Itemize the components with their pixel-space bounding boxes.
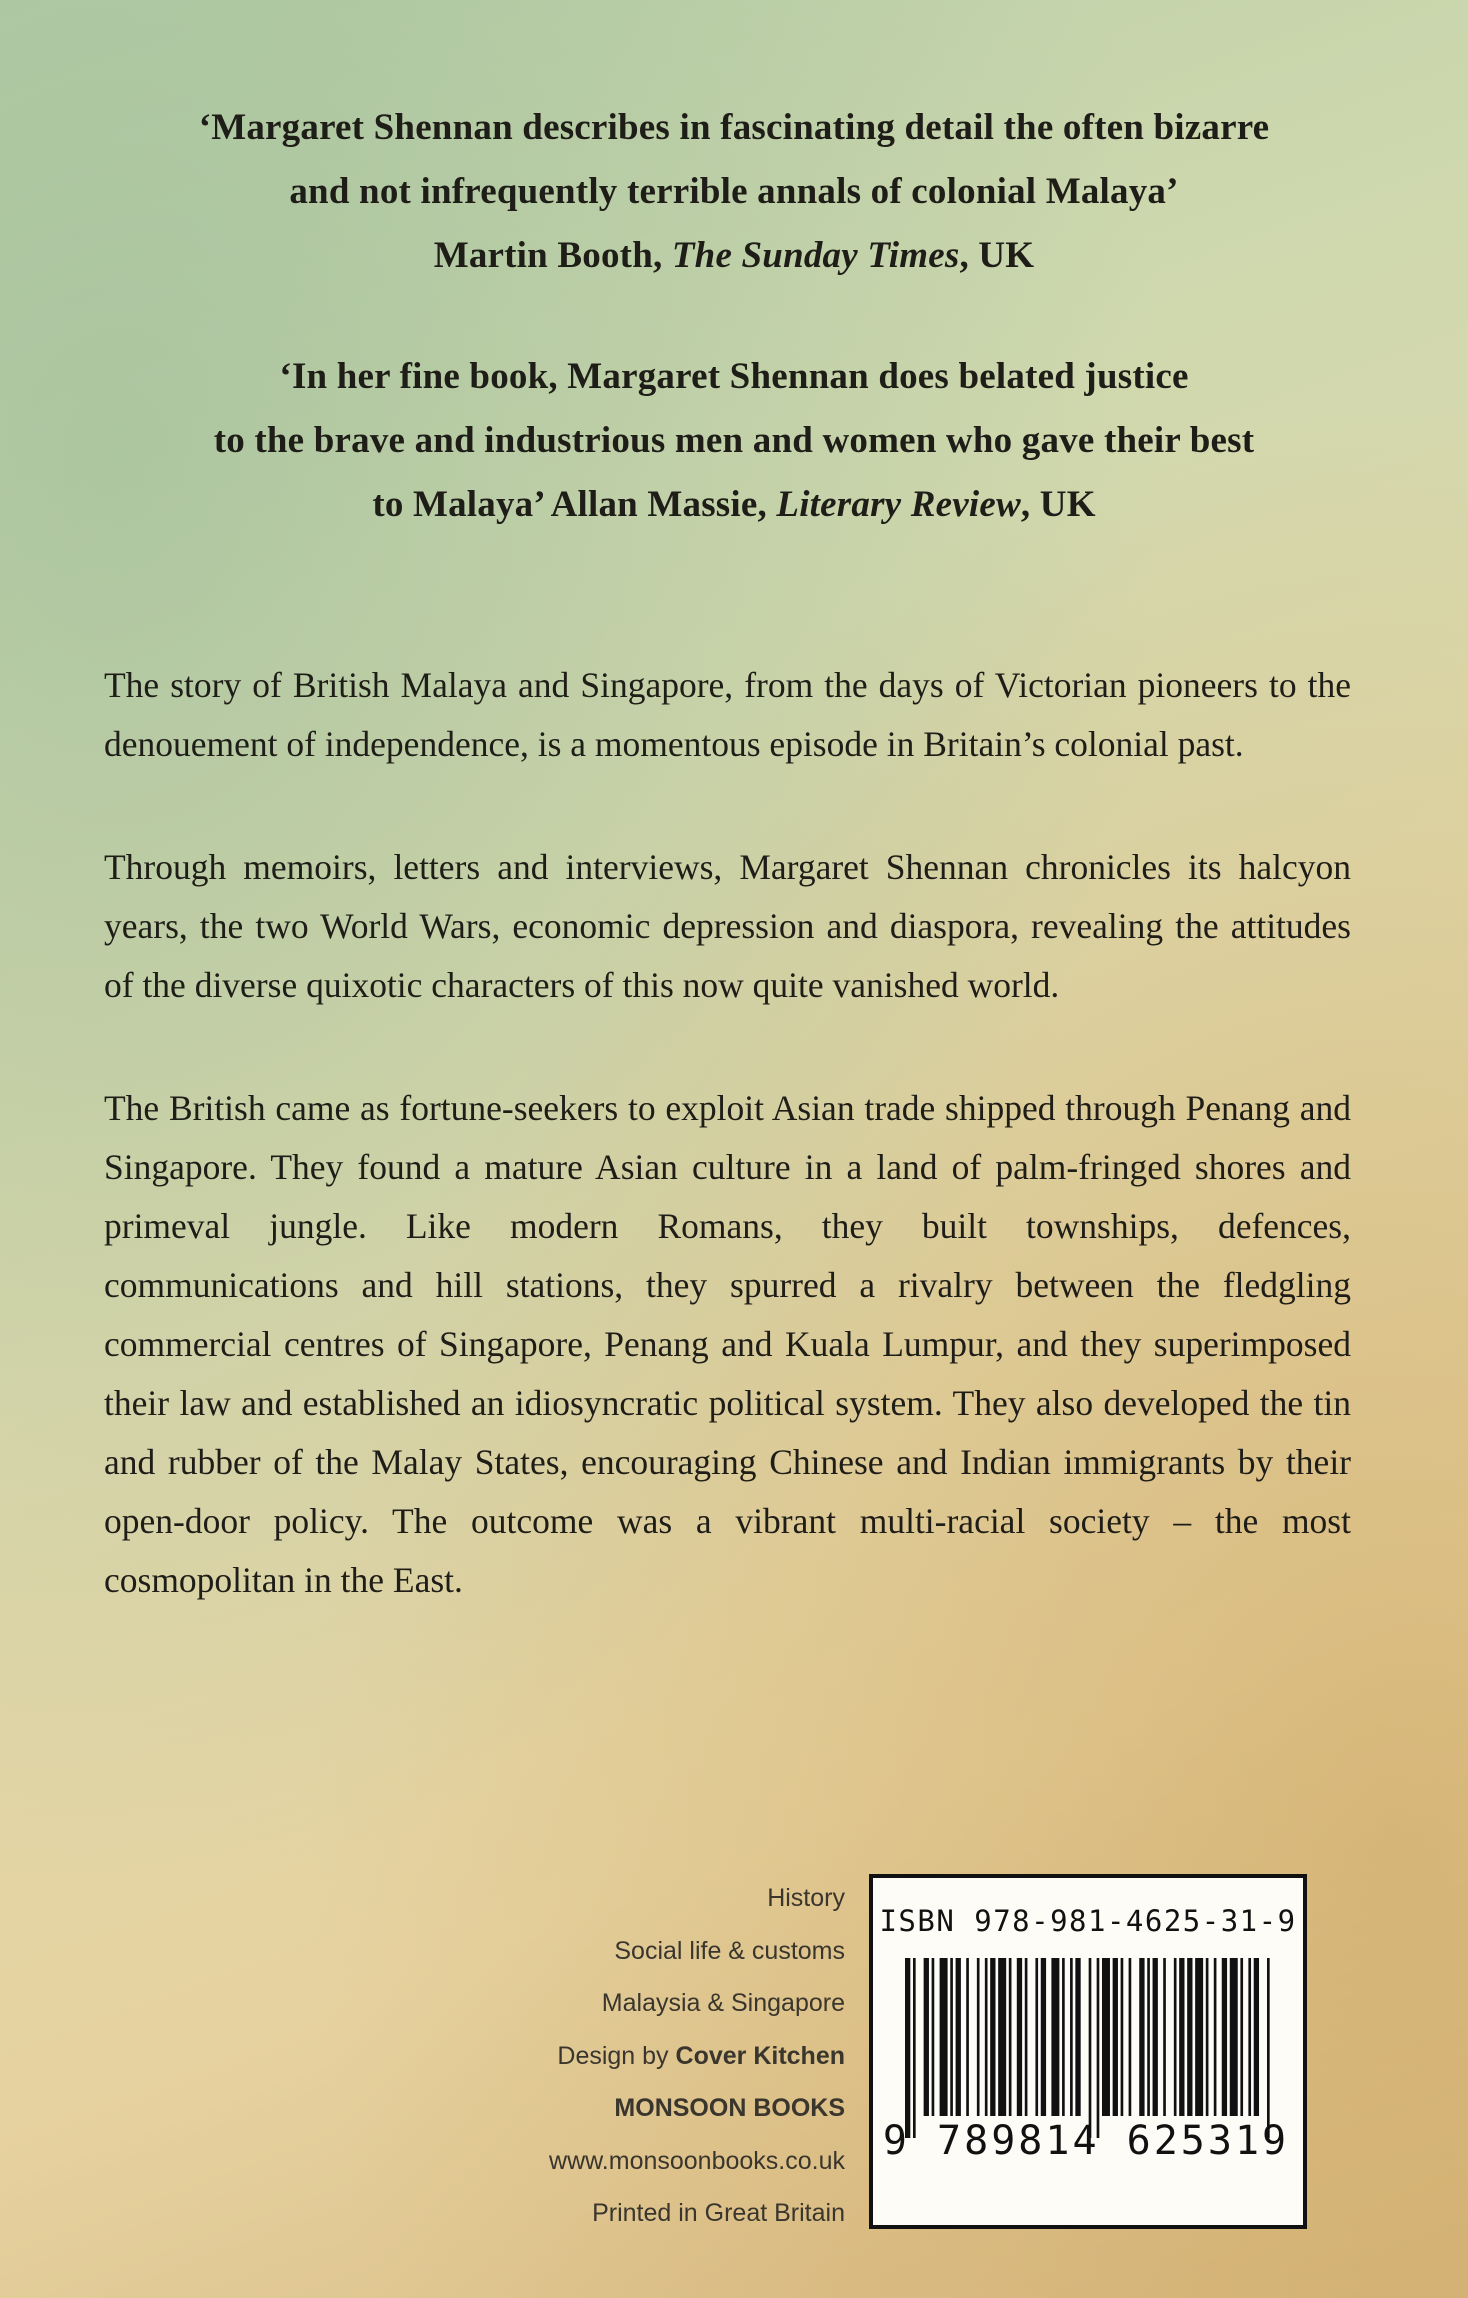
barcode-bar — [1206, 1958, 1209, 2116]
barcode-bar — [1240, 1958, 1243, 2116]
barcode-bar — [1121, 1958, 1124, 2116]
barcode-bar — [1129, 1958, 1132, 2116]
category-history: History — [767, 1884, 845, 1912]
quote-1-reviewer: Martin Booth, — [433, 235, 672, 276]
isbn-barcode — [869, 1874, 1307, 2229]
barcode-bar — [1017, 1958, 1022, 2116]
design-prefix: Design by — [557, 2041, 676, 2070]
barcode-bar — [1254, 1958, 1259, 2116]
barcode-bar — [1009, 1958, 1012, 2116]
barcode-bar — [985, 1958, 988, 2116]
barcode-bar — [1102, 1958, 1110, 2116]
barcode-bar — [1062, 1958, 1065, 2116]
barcode-bar — [1025, 1958, 1028, 2116]
barcode-bar — [1153, 1958, 1158, 2116]
quote-1-line-1: ‘Margaret Shennan describes in fascinating detail the often bizarre — [198, 107, 1270, 148]
barcode-bar — [1113, 1958, 1118, 2116]
blurb-paragraph-1: The story of British Malaya and Singapore, from the days of Victorian pioneers to the denouement of independence, is a momentous episode in Britain’s colonial past. — [104, 665, 1351, 764]
barcode-bar — [1035, 1958, 1038, 2116]
barcode-bar — [950, 1958, 953, 2116]
barcode-bar — [956, 1958, 961, 2116]
design-credit — [325, 2030, 845, 2083]
barcode-bar — [1089, 1958, 1092, 2138]
barcode-bar — [1222, 1958, 1227, 2116]
isbn-label: ISBN 978-981-4625-31-9 — [879, 1904, 1297, 1938]
publisher-website: www.monsoonbooks.co.uk — [549, 2146, 845, 2175]
quote-2-publication: Literary Review — [776, 484, 1021, 525]
barcode-bar — [1174, 1958, 1177, 2116]
review-quote-1 — [60, 96, 1408, 288]
barcode-bar — [1041, 1958, 1046, 2116]
quote-2-line-2: to the brave and industrious men and women who gave their best — [213, 420, 1255, 461]
blurb-paragraph-2: Through memoirs, letters and interviews, Margaret Shennan chronicles its halcyon years, the two World Wars, economic depression and diaspora, revealing the attitudes of the diverse quixotic characters of this now quite vanished world. — [104, 847, 1351, 1005]
barcode-digits: 9 789814 625319 — [882, 2118, 1290, 2164]
publisher-name — [325, 2082, 845, 2135]
quote-1-line-2: and not infrequently terrible annals of colonial Malaya’ — [289, 171, 1179, 212]
quote-2-line-1: ‘In her fine book, Margaret Shennan does belated justice — [279, 356, 1189, 397]
barcode-bar — [1230, 1958, 1238, 2116]
barcode-bar — [1139, 1958, 1144, 2116]
barcode-bar — [1097, 1958, 1100, 2138]
barcode-bar — [1147, 1958, 1150, 2116]
barcode-bar — [940, 1958, 948, 2116]
quote-2-country: , UK — [1020, 484, 1096, 525]
category-social-life: Social life & customs — [614, 1936, 845, 1965]
quote-1-country: , UK — [959, 235, 1035, 276]
quote-2-line-3 — [60, 473, 1408, 537]
barcode-bar — [1267, 1958, 1270, 2138]
blurb — [104, 656, 1351, 1674]
barcode-bar — [1187, 1958, 1192, 2116]
barcode-bar — [1070, 1958, 1073, 2116]
review-quote-2 — [60, 345, 1408, 537]
printed-in: Printed in Great Britain — [592, 2199, 845, 2227]
barcode-bar — [1195, 1958, 1203, 2116]
barcode-bar — [924, 1958, 929, 2116]
designer-name: Cover Kitchen — [675, 2041, 845, 2070]
barcode-bar — [1179, 1958, 1184, 2116]
barcode-bar — [1214, 1958, 1217, 2116]
barcode-bar — [1163, 1958, 1166, 2116]
barcode-bar — [990, 1958, 995, 2116]
blurb-paragraph-3: The British came as fortune-seekers to exploit Asian trade shipped through Penang and Singapore. They found a mature Asian culture in a land of palm-fringed shores and primeval jungle. Like modern Romans, they built townships, defences, communications and hill stations, they spurred a rivalry between the fledgling commercial centres of Singapore, Penang and Kuala Lumpur, and they superimposed their law and established an idiosyncratic political system. They also developed the tin and rubber of the Malay States, encouraging Chinese and Indian immigrants by their open-door policy. The outcome was a vibrant multi-racial society – the most cosmopolitan in the East. — [104, 1088, 1351, 1600]
category-region: Malaysia & Singapore — [601, 1989, 845, 2017]
quote-2-reviewer: to Malaya’ Allan Massie, — [372, 484, 777, 525]
barcode-bar — [932, 1958, 935, 2116]
quote-1-publication: The Sunday Times — [671, 235, 960, 276]
quote-1-attribution — [60, 224, 1408, 288]
barcode-bar — [998, 1958, 1006, 2116]
barcode-bar — [977, 1958, 980, 2116]
book-meta — [325, 1872, 845, 2240]
barcode-bar — [1248, 1958, 1251, 2116]
publisher-label: MONSOON BOOKS — [614, 2094, 845, 2122]
barcode-bar — [913, 1958, 916, 2138]
barcode-bar — [1075, 1958, 1080, 2116]
barcode-bar — [905, 1958, 910, 2138]
barcode-bar — [966, 1958, 969, 2116]
barcode-bar — [1051, 1958, 1059, 2116]
